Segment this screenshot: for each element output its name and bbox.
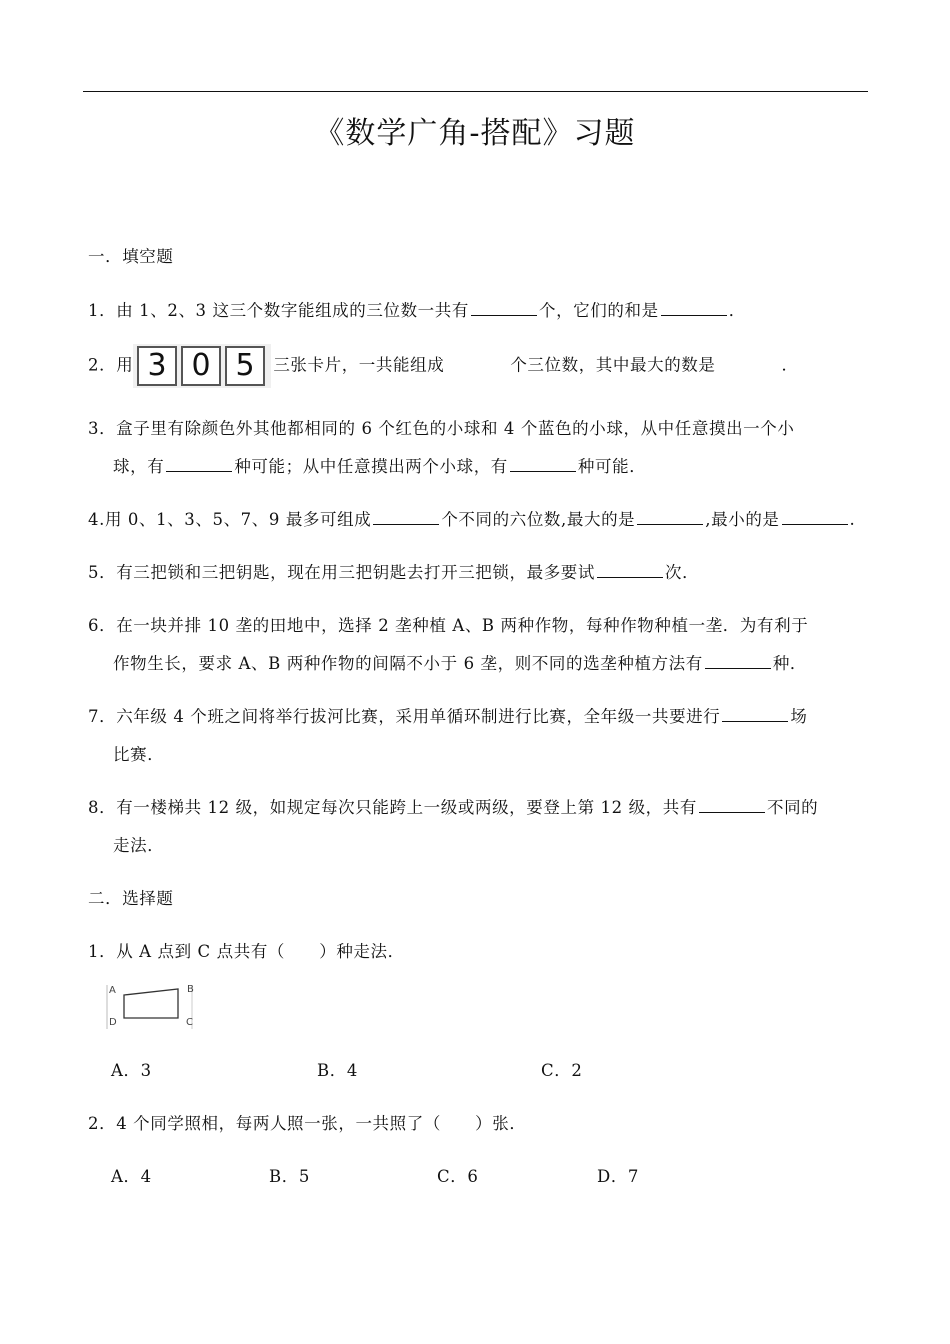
choice-2-option-b[interactable]: B．5 xyxy=(269,1167,310,1186)
question-4 xyxy=(88,506,855,530)
q3-text-b: 种可能；从中任意摸出两个小球，有 xyxy=(234,457,508,476)
q4-text-a: 4.用 0、1、3、5、7、9 最多可组成 xyxy=(88,510,372,529)
answer-blank[interactable] xyxy=(471,299,537,316)
page-title: 《数学广角-搭配》习题 xyxy=(314,116,636,151)
header-rule xyxy=(83,91,868,92)
route-diagram xyxy=(106,984,198,1030)
choice-1-option-b[interactable]: B．4 xyxy=(317,1061,358,1080)
q8-text-a: 8．有一楼梯共 12 级，如规定每次只能跨上一级或两级，要登上第 12 级，共有 xyxy=(88,798,697,817)
q4-text-c: ,最小的是 xyxy=(705,510,780,529)
q4-text-b: 个不同的六位数,最大的是 xyxy=(441,510,636,529)
question-8-line-1 xyxy=(88,794,818,818)
digit-cards xyxy=(133,344,271,388)
point-c-label: C xyxy=(186,1017,193,1028)
q2-text-b: 三张卡片，一共能组成 xyxy=(273,355,445,375)
question-7-line-1 xyxy=(88,703,808,727)
q4-text-d: . xyxy=(849,510,856,529)
point-b-label: B xyxy=(187,984,194,995)
digit-card: 0 xyxy=(181,346,221,386)
digit-card: 3 xyxy=(137,346,177,386)
q7-text-b: 场 xyxy=(790,707,808,726)
answer-blank[interactable] xyxy=(510,455,576,472)
question-1 xyxy=(88,297,746,321)
q3-text-c: 种可能． xyxy=(577,457,647,476)
choice-1-option-a[interactable]: A．3 xyxy=(111,1061,152,1080)
question-3-line-1: 3．盒子里有除颜色外其他都相同的 6 个红色的小球和 4 个蓝色的小球，从中任意摸出一个小 xyxy=(88,419,795,438)
answer-blank[interactable] xyxy=(637,508,703,525)
answer-blank[interactable] xyxy=(705,652,771,669)
answer-blank[interactable] xyxy=(373,508,439,525)
q5-text-b: 次． xyxy=(665,563,700,582)
q2-text-d: ． xyxy=(781,355,799,375)
q6-text-b: 种． xyxy=(772,654,808,673)
q8-text-b: 不同的 xyxy=(766,798,819,817)
point-d-label: D xyxy=(109,1017,117,1028)
answer-blank[interactable] xyxy=(722,705,788,722)
section-choice-heading: 二．选择题 xyxy=(88,889,174,908)
q6-text-a: 作物生长，要求 A、B 两种作物的间隔不小于 6 垄，则不同的选垄种植方法有 xyxy=(113,654,703,673)
choice-1-option-c[interactable]: C．2 xyxy=(541,1061,583,1080)
q2-text-a: 2．用 xyxy=(88,355,134,375)
choice-question-1: 1．从 A 点到 C 点共有（ ）种走法． xyxy=(88,942,405,961)
choice-2-option-d[interactable]: D．7 xyxy=(597,1167,640,1186)
q1-text-a: 1．由 1、2、3 这三个数字能组成的三位数一共有 xyxy=(88,301,469,320)
choice-2-option-a[interactable]: A．4 xyxy=(111,1167,152,1186)
answer-blank[interactable] xyxy=(699,796,765,813)
q1-text-b: 个，它们的和是 xyxy=(538,301,659,320)
route-figure xyxy=(106,984,198,1030)
q3-text-a: 球，有 xyxy=(113,457,165,476)
question-5 xyxy=(88,559,699,583)
answer-blank[interactable] xyxy=(597,561,663,578)
digit-card: 5 xyxy=(225,346,265,386)
question-2 xyxy=(88,344,799,388)
question-6-line-1: 6．在一块并排 10 垄的田地中，选择 2 垄种植 A、B 两种作物，每种作物种植一垄．为有利于 xyxy=(88,616,809,635)
section-fill-heading: 一．填空题 xyxy=(88,247,174,266)
q5-text-a: 5．有三把锁和三把钥匙，现在用三把钥匙去打开三把锁，最多要试 xyxy=(88,563,595,582)
choice-2-option-c[interactable]: C．6 xyxy=(437,1167,479,1186)
point-a-label: A xyxy=(109,985,116,996)
question-8-line-2: 走法． xyxy=(113,836,165,855)
q7-text-a: 7．六年级 4 个班之间将举行拔河比赛，采用单循环制进行比赛，全年级一共要进行 xyxy=(88,707,721,726)
answer-blank[interactable] xyxy=(782,508,848,525)
answer-blank[interactable] xyxy=(166,455,232,472)
choice-question-2: 2．4 个同学照相，每两人照一张，一共照了（ ）张． xyxy=(88,1114,527,1133)
question-6-line-2 xyxy=(113,650,807,674)
answer-blank[interactable] xyxy=(661,299,727,316)
question-3-line-2 xyxy=(113,453,646,477)
question-7-line-2: 比赛． xyxy=(113,745,165,764)
q1-text-c: ． xyxy=(728,301,746,320)
q2-text-c: 个三位数，其中最大的数是 xyxy=(510,355,716,375)
